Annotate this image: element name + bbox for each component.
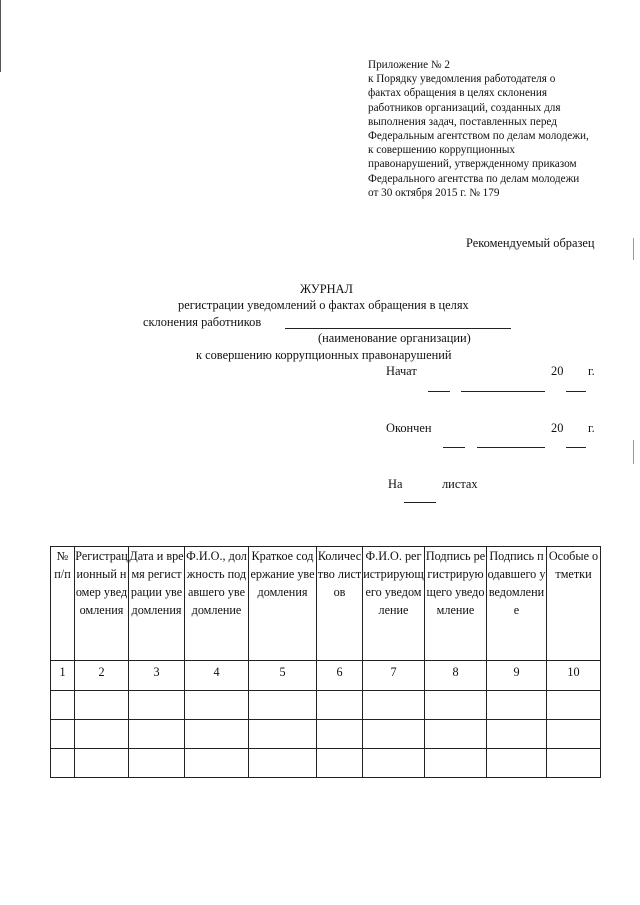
column-number: 6 <box>317 661 363 691</box>
table-row <box>51 749 601 778</box>
column-number-row <box>51 661 601 691</box>
column-header: Подпись подавшего уведомление <box>487 547 547 661</box>
journal-table <box>50 546 601 778</box>
organization-name-field <box>285 328 511 329</box>
organization-caption: (наименование организации) <box>318 331 471 345</box>
ended-month-line <box>477 447 545 448</box>
scan-margin-mark <box>633 238 634 260</box>
title-line-3: к совершению коррупционных правонарушений <box>196 348 452 362</box>
scan-margin-mark <box>633 440 634 464</box>
journal-heading: ЖУРНАЛ <box>300 282 353 296</box>
sample-label: Рекомендуемый образец <box>466 236 595 250</box>
appendix-line: правонарушений, утвержденному приказом <box>368 158 577 171</box>
column-number: 4 <box>185 661 249 691</box>
column-header: Регистрационный номер уведомления <box>75 547 129 661</box>
started-label: Начат <box>386 364 417 378</box>
column-number: 7 <box>363 661 425 691</box>
appendix-line: к совершению коррупционных <box>368 144 516 157</box>
column-number: 2 <box>75 661 129 691</box>
ended-year-line <box>566 447 586 448</box>
appendix-line: фактах обращения в целях склонения <box>368 87 548 100</box>
scan-edge-line <box>0 0 1 72</box>
appendix-line: от 30 октября 2015 г. № 179 <box>368 186 500 199</box>
column-header: Дата и время регистрации уведомления <box>129 547 185 661</box>
started-day-line <box>428 391 450 392</box>
appendix-line: работников организаций, созданных для <box>368 101 561 114</box>
column-number: 5 <box>249 661 317 691</box>
table-row <box>51 720 601 749</box>
ended-day-line <box>443 447 465 448</box>
started-year-line <box>566 391 586 392</box>
column-number: 3 <box>129 661 185 691</box>
appendix-block <box>368 58 618 200</box>
sheets-prefix: На <box>388 477 403 491</box>
column-header: Ф.И.О., должность подавшего уведомление <box>185 547 249 661</box>
ended-year-prefix: 20 <box>551 421 564 435</box>
table-header-row <box>51 547 601 661</box>
ended-label: Окончен <box>386 421 432 435</box>
column-header: Ф.И.О. регистрирующего уведомление <box>363 547 425 661</box>
column-header: № п/п <box>51 547 75 661</box>
column-header: Краткое содержание уведомления <box>249 547 317 661</box>
column-number: 10 <box>547 661 601 691</box>
title-line-1: регистрации уведомлений о фактах обращения в целях <box>178 298 469 312</box>
column-header: Количество листов <box>317 547 363 661</box>
started-month-line <box>461 391 545 392</box>
column-number: 1 <box>51 661 75 691</box>
appendix-line: Приложение № 2 <box>368 59 450 71</box>
appendix-line: выполнения задач, поставленных перед <box>368 115 557 128</box>
column-number: 8 <box>425 661 487 691</box>
started-year-suffix: г. <box>588 364 595 378</box>
sheets-suffix: листах <box>442 477 478 491</box>
appendix-line: к Порядку уведомления работодателя о <box>368 73 556 86</box>
column-header: Подпись регистрирующего уведомление <box>425 547 487 661</box>
ended-year-suffix: г. <box>588 421 595 435</box>
started-year-prefix: 20 <box>551 364 564 378</box>
table-row <box>51 691 601 720</box>
appendix-line: Федеральным агентством по делам молодежи, <box>368 130 589 143</box>
column-header: Особые отметки <box>547 547 601 661</box>
appendix-line: Федерального агентства по делам молодежи <box>368 172 580 185</box>
sheets-count-line <box>404 502 436 503</box>
column-number: 9 <box>487 661 547 691</box>
title-line-2: склонения работников <box>143 315 262 329</box>
